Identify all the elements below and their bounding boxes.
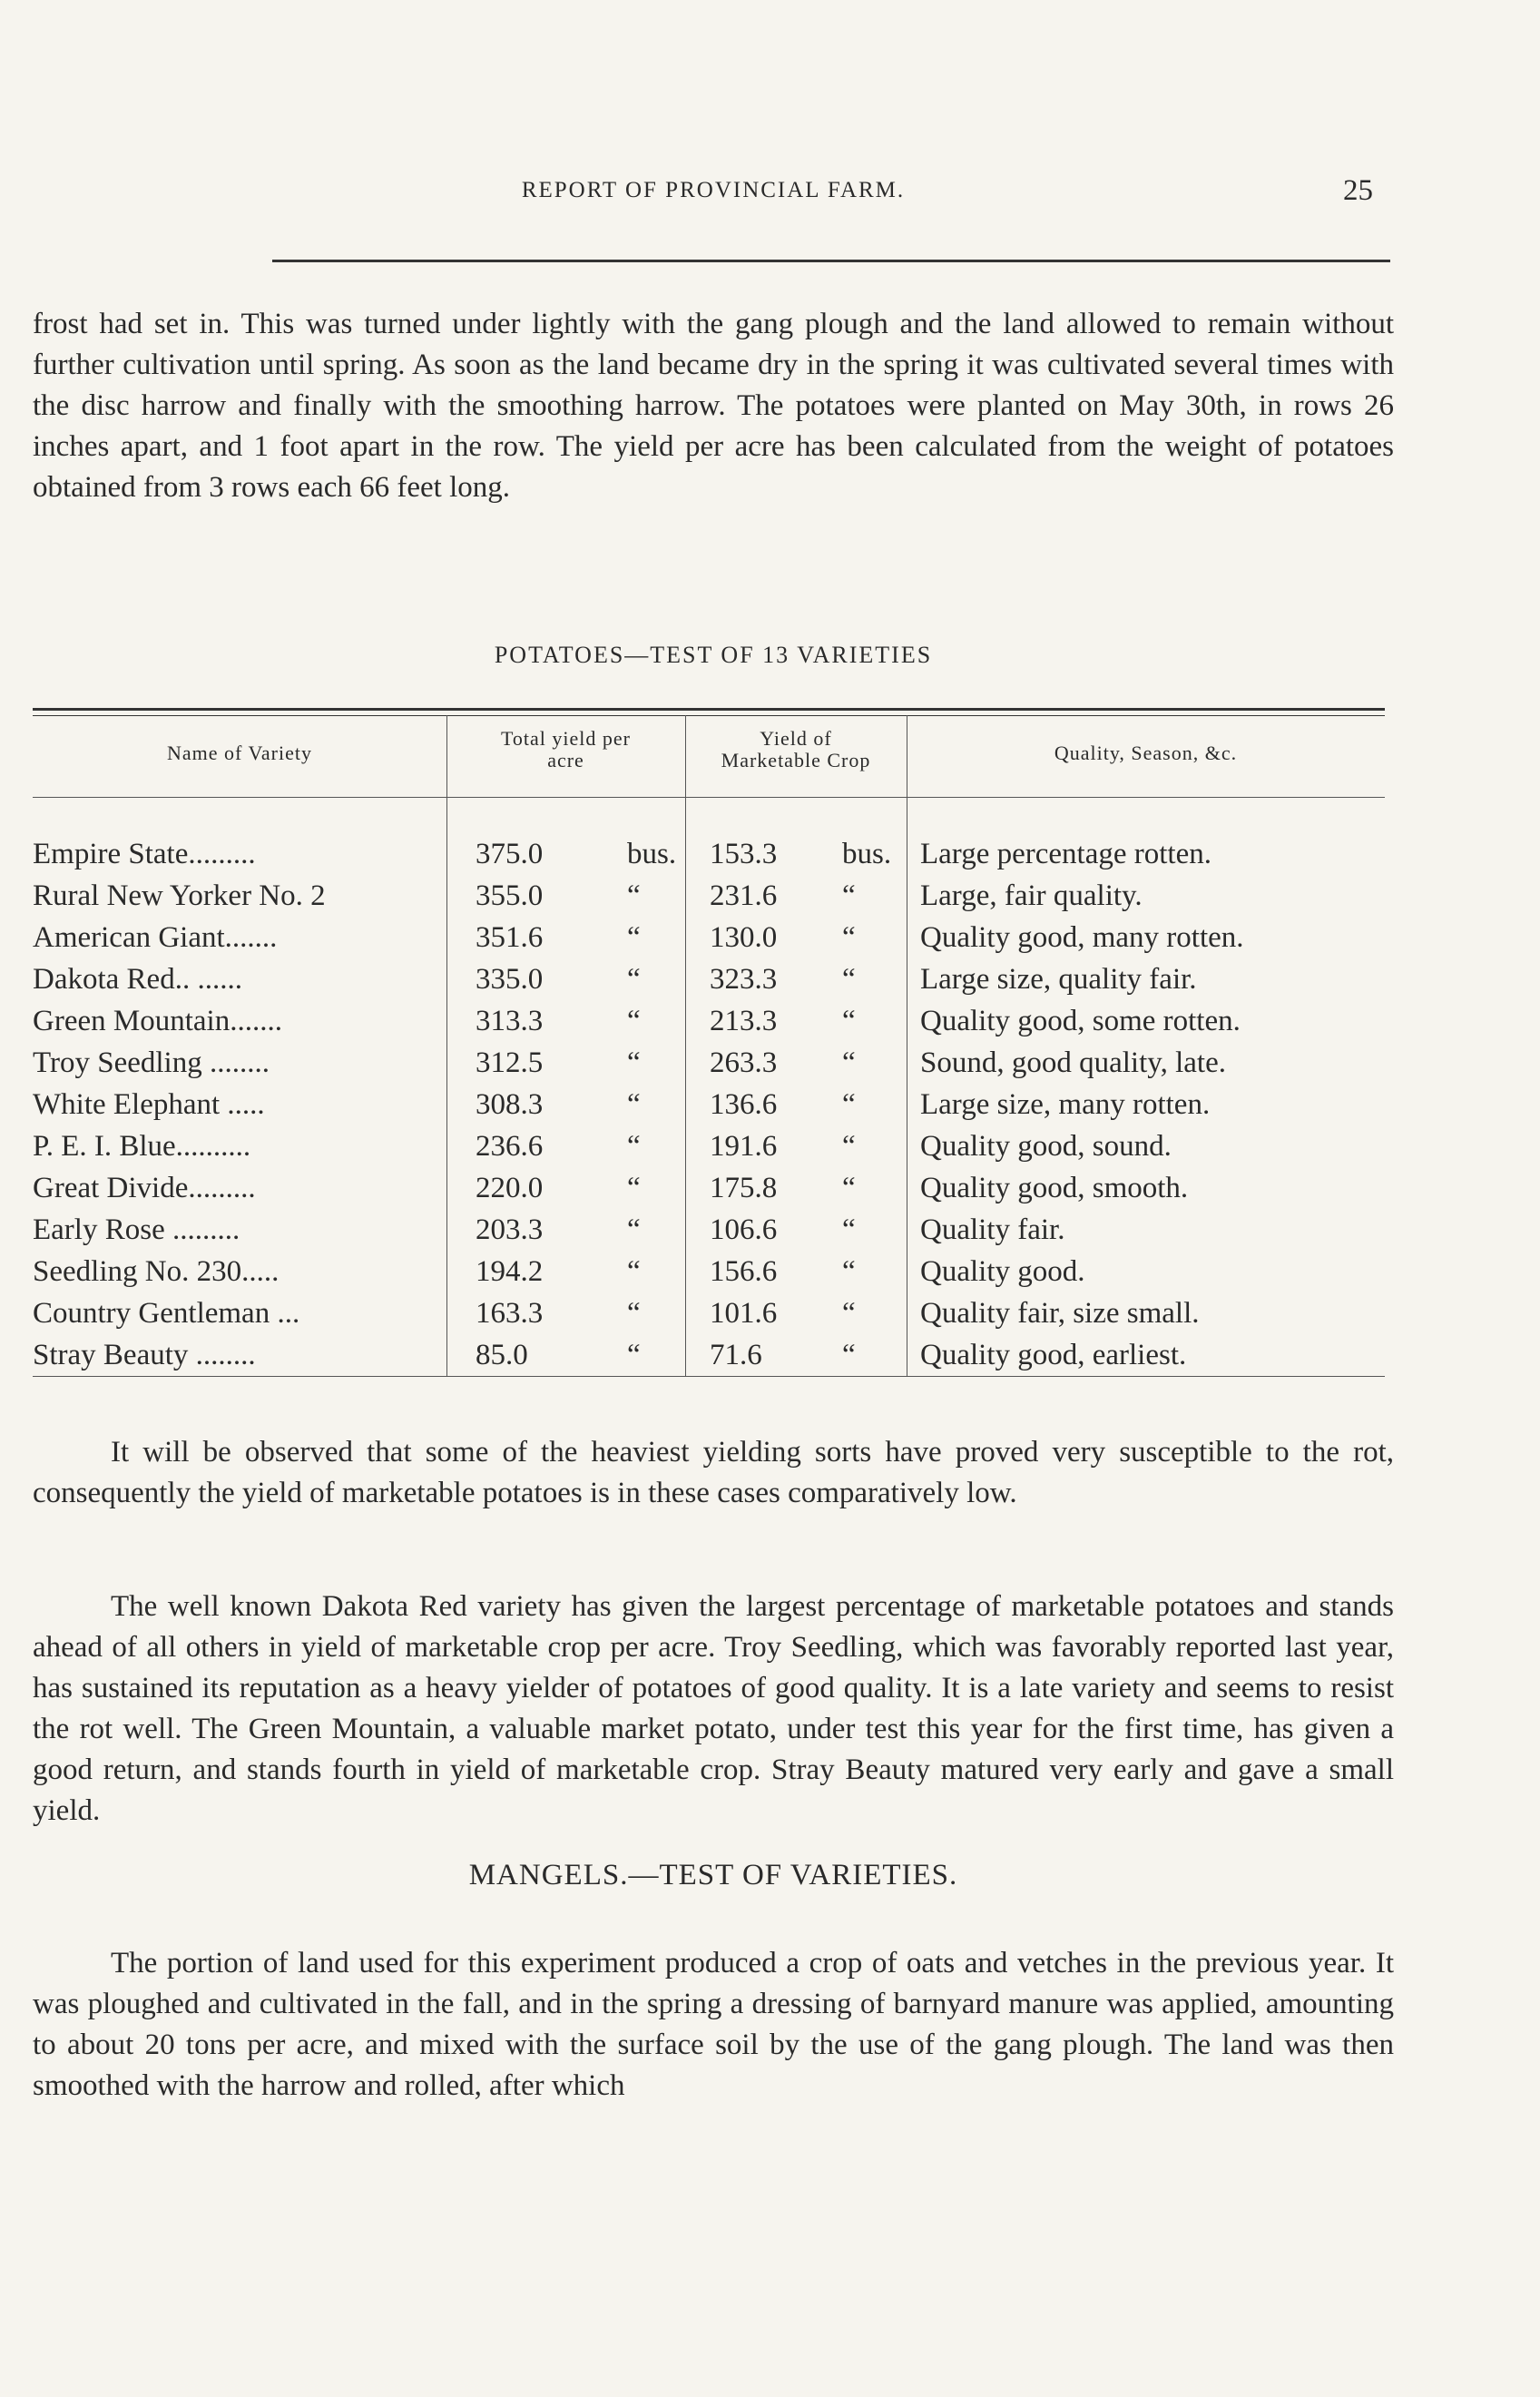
variety-name: Stray Beauty ........ (33, 1339, 256, 1371)
total-yield-value: 335.0 (476, 963, 544, 996)
marketable-yield-unit: “ (842, 1213, 856, 1246)
total-yield-value: 351.6 (476, 921, 544, 954)
marketable-yield-value: 153.3 (710, 838, 778, 870)
marketable-yield-value: 106.6 (710, 1213, 778, 1246)
mangels-paragraph: The portion of land used for this experiment produced a crop of oats and vetches in the previous year. It was ploughed and cultivated in the fall, and in the spring a dressing of barnyard manure was applied, amounting to about 20 tons per acre, and mixed with the surface soil by the use of the gang plough. The land was then smoothed with the harrow and rolled, after which (33, 1947, 1394, 2102)
variety-name: Early Rose ......... (33, 1213, 240, 1246)
total-yield-unit: “ (627, 921, 641, 954)
total-yield-value: 163.3 (476, 1297, 544, 1330)
column-header-marketable-yield (685, 728, 907, 771)
column-header-line: Yield of (760, 727, 832, 750)
header-rule (272, 260, 1390, 262)
table-header-rule (33, 797, 1385, 798)
variety-name: American Giant....... (33, 921, 278, 954)
table-body (33, 833, 1385, 1376)
marketable-yield-value: 213.3 (710, 1005, 778, 1037)
variety-name: Rural New Yorker No. 2 (33, 879, 326, 912)
total-yield-value: 312.5 (476, 1046, 544, 1079)
total-yield-unit: “ (627, 963, 641, 996)
marketable-yield-value: 156.6 (710, 1255, 778, 1288)
variety-name: Great Divide......... (33, 1172, 256, 1204)
variety-name: Empire State......... (33, 838, 256, 870)
total-yield-value: 85.0 (476, 1339, 528, 1371)
marketable-yield-value: 130.0 (710, 921, 778, 954)
column-header-line: Total yield per (501, 727, 631, 750)
marketable-yield-unit: “ (842, 879, 856, 912)
variety-name: Troy Seedling ........ (33, 1046, 270, 1079)
dakota-red-paragraph: The well known Dakota Red variety has given the largest percentage of marketable potatoes and stands ahead of all others in yield of marketable crop per acre. Troy Seedling, which was favorably reported last year, has sustained its reputation as a heavy yielder of potatoes of good quality. It is a late variety and seems to resist the rot well. The Green Mountain, a valuable market potato, under test this year for the first time, has given a good return, and stands fourth in yield of marketable crop. Stray Beauty matured very early and gave a small yield. (33, 1590, 1394, 1827)
intro-paragraph: frost had set in. This was turned under lightly with the gang plough and the land allowed to remain without further cultivation until spring. As soon as the land became dry in the spring it was cultivated several times with the disc harrow and finally with the smoothing harrow. The potatoes were planted on May 30th, in rows 26 inches apart, and 1 foot apart in the row. The yield per acre has been calculated from the weight of potatoes obtained from 3 rows each 66 feet long. (33, 308, 1394, 504)
quality-note: Quality fair, size small. (920, 1297, 1200, 1330)
table-row (33, 1084, 1385, 1125)
potato-variety-table (33, 708, 1385, 1389)
marketable-yield-unit: “ (842, 1255, 856, 1288)
quality-note: Quality good, smooth. (920, 1172, 1189, 1204)
quality-note: Quality good, some rotten. (920, 1005, 1241, 1037)
marketable-yield-unit: “ (842, 1005, 856, 1037)
table-row (33, 1125, 1385, 1167)
marketable-yield-value: 263.3 (710, 1046, 778, 1079)
total-yield-value: 203.3 (476, 1213, 544, 1246)
quality-note: Quality good, sound. (920, 1130, 1172, 1163)
table-row (33, 1209, 1385, 1251)
total-yield-value: 375.0 (476, 838, 544, 870)
variety-name: White Elephant ..... (33, 1088, 265, 1121)
marketable-yield-value: 191.6 (710, 1130, 778, 1163)
table-top-rule (33, 708, 1385, 711)
total-yield-value: 236.6 (476, 1130, 544, 1163)
table-row (33, 1167, 1385, 1209)
marketable-yield-value: 231.6 (710, 879, 778, 912)
total-yield-value: 194.2 (476, 1255, 544, 1288)
column-header-name: Name of Variety (167, 742, 312, 764)
quality-note: Quality fair. (920, 1213, 1065, 1246)
total-yield-unit: “ (627, 879, 641, 912)
total-yield-value: 355.0 (476, 879, 544, 912)
marketable-yield-unit: “ (842, 1130, 856, 1163)
table-top-rule-thin (33, 715, 1385, 716)
variety-name: Dakota Red.. ...... (33, 963, 242, 996)
rot-paragraph: It will be observed that some of the heaviest yielding sorts have proved very susceptible to the rot, consequently the yield of marketable potatoes is in these cases comparatively low. (33, 1436, 1394, 1509)
marketable-yield-value: 323.3 (710, 963, 778, 996)
variety-name: P. E. I. Blue.......... (33, 1130, 251, 1163)
quality-note: Quality good, earliest. (920, 1339, 1187, 1371)
total-yield-unit: “ (627, 1213, 641, 1246)
total-yield-unit: “ (627, 1005, 641, 1037)
column-header-line: Marketable Crop (721, 749, 871, 771)
quality-note: Large, fair quality. (920, 879, 1143, 912)
table-row (33, 1334, 1385, 1376)
column-header-quality: Quality, Season, &c. (1054, 742, 1238, 764)
table-row (33, 1042, 1385, 1084)
total-yield-value: 220.0 (476, 1172, 544, 1204)
quality-note: Sound, good quality, late. (920, 1046, 1226, 1079)
total-yield-value: 313.3 (476, 1005, 544, 1037)
column-header-line: acre (547, 749, 584, 771)
variety-name: Green Mountain....... (33, 1005, 282, 1037)
marketable-yield-unit: “ (842, 1339, 856, 1371)
total-yield-unit: “ (627, 1255, 641, 1288)
quality-note: Large size, quality fair. (920, 963, 1197, 996)
mangels-heading: MANGELS.—TEST OF VARIETIES. (468, 1859, 958, 1891)
marketable-yield-value: 71.6 (710, 1339, 762, 1371)
quality-note: Quality good. (920, 1255, 1085, 1288)
table-row (33, 833, 1385, 875)
total-yield-unit: “ (627, 1046, 641, 1079)
marketable-yield-value: 101.6 (710, 1297, 778, 1330)
marketable-yield-unit: “ (842, 1088, 856, 1121)
total-yield-unit: “ (627, 1130, 641, 1163)
table-row (33, 1000, 1385, 1042)
table-row (33, 917, 1385, 958)
total-yield-unit: “ (627, 1172, 641, 1204)
quality-note: Large size, many rotten. (920, 1088, 1211, 1121)
table-row (33, 958, 1385, 1000)
marketable-yield-unit: “ (842, 963, 856, 996)
running-head: REPORT OF PROVINCIAL FARM. (521, 178, 906, 202)
variety-name: Seedling No. 230..... (33, 1255, 280, 1288)
variety-name: Country Gentleman ... (33, 1297, 300, 1330)
marketable-yield-unit: “ (842, 1172, 856, 1204)
potato-table-title: POTATOES—TEST OF 13 VARIETIES (494, 642, 933, 668)
marketable-yield-value: 136.6 (710, 1088, 778, 1121)
marketable-yield-unit: “ (842, 1046, 856, 1079)
table-row (33, 1292, 1385, 1334)
table-row (33, 875, 1385, 917)
table-bottom-rule (33, 1376, 1385, 1377)
quality-note: Quality good, many rotten. (920, 921, 1244, 954)
column-header-total-yield (446, 728, 685, 771)
table-row (33, 1251, 1385, 1292)
total-yield-unit: “ (627, 1339, 641, 1371)
total-yield-unit: “ (627, 1297, 641, 1330)
page-number: 25 (1343, 174, 1373, 207)
marketable-yield-unit: “ (842, 921, 856, 954)
total-yield-unit: “ (627, 1088, 641, 1121)
marketable-yield-unit: bus. (842, 838, 892, 870)
total-yield-unit: bus. (627, 838, 677, 870)
total-yield-value: 308.3 (476, 1088, 544, 1121)
marketable-yield-value: 175.8 (710, 1172, 778, 1204)
marketable-yield-unit: “ (842, 1297, 856, 1330)
quality-note: Large percentage rotten. (920, 838, 1211, 870)
